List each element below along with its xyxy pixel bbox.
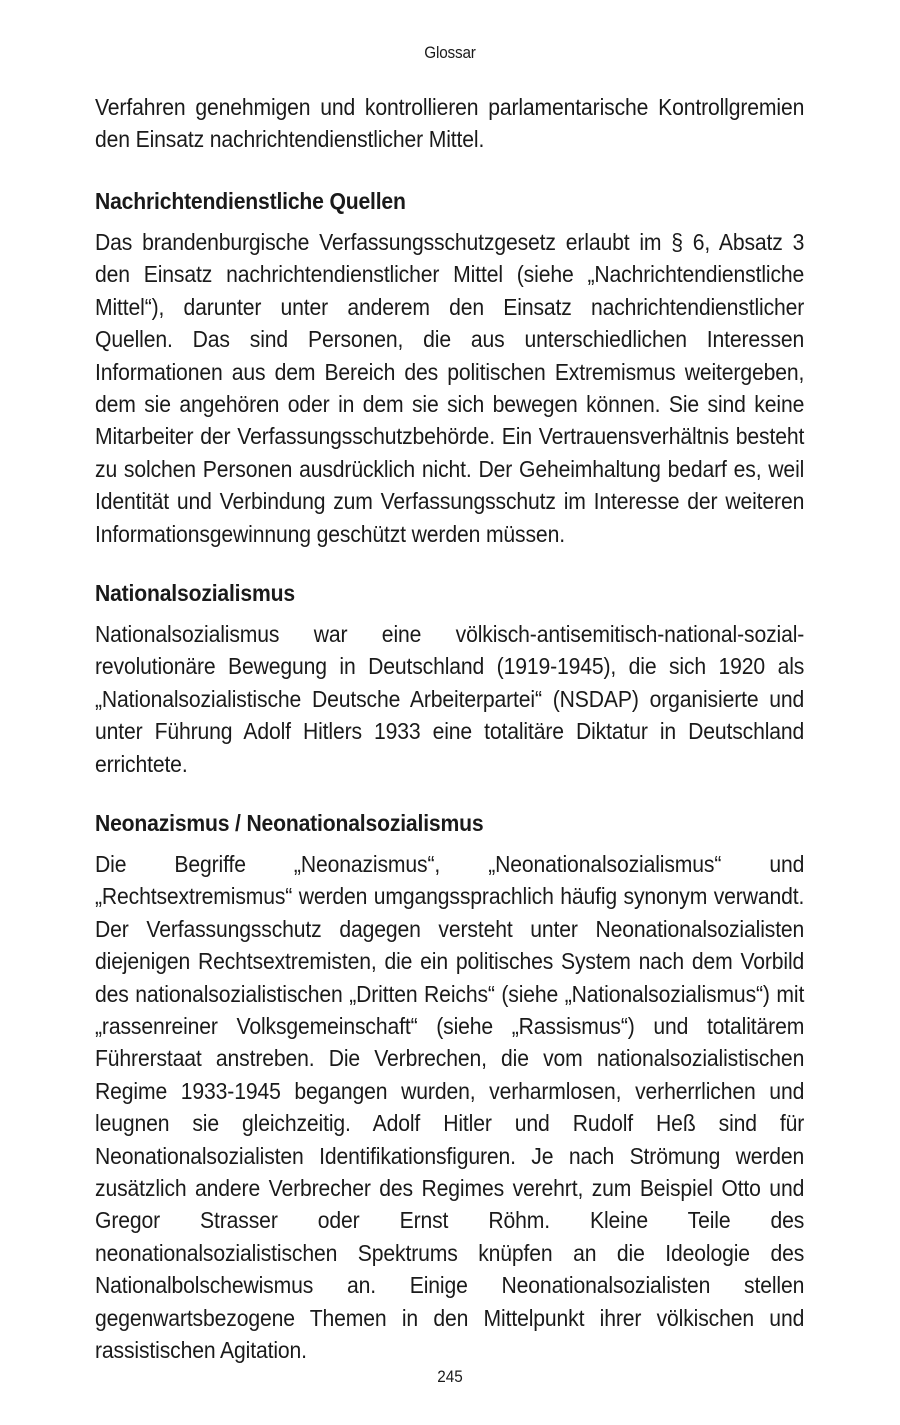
- entry-definition-nationalsozialismus: Nationalsozialismus war eine völkisch-antisemitisch-national-sozial-revolutionäre Bewegung in Deutschland (1919-1945), die sich 1920 als „Nationalsozialistische Deutsche Arbeiterpartei“ (NSDAP) organisierte und unter Führung Adolf Hitlers 1933 eine totalitäre Diktatur in Deutschland errichtete.: [95, 621, 805, 777]
- entry-term-neonazismus: Neonazismus / Neonationalsozialismus: [95, 810, 484, 836]
- entry-definition-block: [95, 848, 804, 1367]
- intro-paragraph-block: [95, 91, 804, 156]
- entry-term-nationalsozialismus: Nationalsozialismus: [95, 580, 295, 606]
- running-head: Glossar: [424, 43, 476, 62]
- entry-term-nachrichtendienstliche-quellen: Nachrichtendienstliche Quellen: [95, 188, 406, 214]
- entry-definition-nachrichtendienstliche-quellen: Das brandenburgische Verfassungsschutzgesetz erlaubt im § 6, Absatz 3 den Einsatz nachrichtendienstlicher Mittel (siehe „Nachrichtendienstliche Mittel“), darunter unter anderem den Einsatz nachrichtendienstlicher Quellen. Das sind Personen, die aus unterschiedlichen Interessen Informationen aus dem Bereich des politischen Extremismus weitergeben, dem sie angehören oder in dem sie sich bewegen können. Sie sind keine Mitarbeiter der Verfassungsschutzbehörde. Ein Vertrauensverhältnis besteht zu solchen Personen ausdrücklich nicht. Der Geheimhaltung bedarf es, weil Identität und Verbindung zum Verfassungsschutz im Interesse der weiteren Informationsgewinnung geschützt werden müssen.: [95, 229, 805, 547]
- page-number: 245: [437, 1367, 463, 1386]
- entry-definition-block: [95, 226, 804, 550]
- entry-definition-block: [95, 618, 804, 780]
- entry-definition-neonazismus: Die Begriffe „Neonazismus“, „Neonationalsozialismus“ und „Rechtsextremismus“ werden umgangssprachlich häufig synonym verwandt. Der Verfassungsschutz dagegen versteht unter Neonationalsozialisten diejenigen Rechtsextremisten, die ein politisches System nach dem Vorbild des nationalsozialistischen „Dritten Reichs“ (siehe „Nationalsozialismus“) mit „rassenreiner Volksgemeinschaft“ (siehe „Rassismus“) und totalitärem Führerstaat anstreben. Die Verbrechen, die vom nationalsozialistischen Regime 1933-1945 begangen wurden, verharmlosen, verherrlichen und leugnen sie gleichzeitig. Adolf Hitler und Rudolf Heß sind für Neonationalsozialisten Identifikationsfiguren. Je nach Strömung werden zusätzlich andere Verbrecher des Regimes verehrt, zum Beispiel Otto und Gregor Strasser oder Ernst Röhm. Kleine Teile des neonationalsozialistischen Spektrums knüpfen an die Ideologie des Nationalbolschewismus an. Einige Neonationalsozialisten stellen gegenwartsbezogene Themen in den Mittelpunkt ihrer völkischen und rassistischen Agitation.: [95, 851, 805, 1364]
- intro-paragraph: Verfahren genehmigen und kontrollieren parlamentarische Kontrollgremien den Einsatz nachrichtendienstlicher Mittel.: [95, 94, 805, 153]
